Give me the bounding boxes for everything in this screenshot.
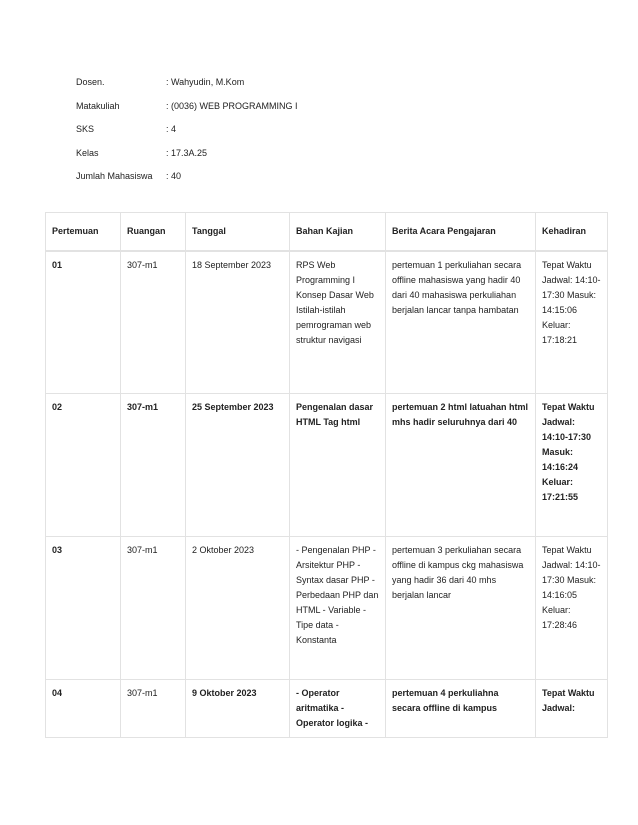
cell-bahan-kajian: - Pengenalan PHP - Arsitektur PHP - Syntax dasar PHP - Perbedaan PHP dan HTML - Variable - Tipe data - Konstanta (290, 537, 386, 680)
cell-pertemuan: 03 (46, 537, 121, 680)
table-row (46, 537, 608, 680)
sks-label: SKS (76, 124, 95, 134)
attendance-table (45, 212, 608, 738)
table-row (46, 680, 608, 738)
table-row (46, 394, 608, 537)
cell-berita-acara: pertemuan 2 html latuahan html mhs hadir seluruhnya dari 40 (386, 394, 536, 537)
cell-ruangan: 307-m1 (121, 394, 186, 537)
cell-ruangan: 307-m1 (121, 680, 186, 738)
dosen-label: Dosen. (76, 77, 105, 87)
cell-bahan-kajian: Pengenalan dasar HTML Tag html (290, 394, 386, 537)
header-pertemuan: Pertemuan (46, 213, 121, 251)
kelas-label: Kelas (76, 147, 99, 158)
matakuliah-label: Matakuliah (76, 100, 120, 111)
header-bahan-kajian: Bahan Kajian (290, 213, 386, 251)
cell-berita-acara: pertemuan 3 perkuliahan secara offline di kampus ckg mahasiswa yang hadir 36 dari 40 mhs berjalan lancar (386, 537, 536, 680)
cell-kehadiran: Tepat Waktu Jadwal: 14:10-17:30 Masuk: 14:16:24 Keluar: 17:21:55 (536, 394, 608, 537)
cell-ruangan: 307-m1 (121, 251, 186, 394)
jumlah-label: Jumlah Mahasiswa (76, 171, 153, 181)
cell-kehadiran: Tepat Waktu Jadwal: (536, 680, 608, 738)
cell-ruangan: 307-m1 (121, 537, 186, 680)
cell-tanggal: 2 Oktober 2023 (186, 537, 290, 680)
kelas-value: : 17.3A.25 (166, 147, 208, 158)
info-row-kelas (76, 147, 298, 171)
cell-bahan-kajian: RPS Web Programming I Konsep Dasar Web Istilah-istilah pemrograman web struktur navigasi (290, 251, 386, 394)
cell-pertemuan: 01 (46, 251, 121, 394)
dosen-value: : Wahyudin, M.Kom (166, 77, 245, 87)
sks-value: : 4 (166, 124, 177, 134)
header-ruangan: Ruangan (121, 213, 186, 251)
cell-tanggal: 9 Oktober 2023 (186, 680, 290, 738)
cell-berita-acara: pertemuan 4 perkuliahna secara offline di kampus (386, 680, 536, 738)
header-berita-acara: Berita Acara Pengajaran (386, 213, 536, 251)
cell-kehadiran: Tepat Waktu Jadwal: 14:10-17:30 Masuk: 14:16:05 Keluar: 17:28:46 (536, 537, 608, 680)
info-row-jumlah (76, 170, 298, 194)
cell-kehadiran: Tepat Waktu Jadwal: 14:10-17:30 Masuk: 14:15:06 Keluar: 17:18:21 (536, 251, 608, 394)
header-kehadiran: Kehadiran (536, 213, 608, 251)
matakuliah-value: : (0036) WEB PROGRAMMING I (166, 100, 298, 111)
table-row (46, 251, 608, 394)
cell-pertemuan: 02 (46, 394, 121, 537)
cell-bahan-kajian: - Operator aritmatika - Operator logika - (290, 680, 386, 738)
info-row-sks (76, 123, 298, 147)
cell-pertemuan: 04 (46, 680, 121, 738)
table-header-row (46, 213, 608, 251)
cell-berita-acara: pertemuan 1 perkuliahan secara offline mahasiswa yang hadir 40 dari 40 mahasiswa perkuliahan berjalan lancar tanpa hambatan (386, 251, 536, 394)
info-row-matakuliah (76, 100, 298, 124)
course-info (76, 76, 298, 194)
jumlah-value: : 40 (166, 171, 182, 181)
info-row-dosen (76, 76, 298, 100)
cell-tanggal: 25 September 2023 (186, 394, 290, 537)
header-tanggal: Tanggal (186, 213, 290, 251)
cell-tanggal: 18 September 2023 (186, 251, 290, 394)
